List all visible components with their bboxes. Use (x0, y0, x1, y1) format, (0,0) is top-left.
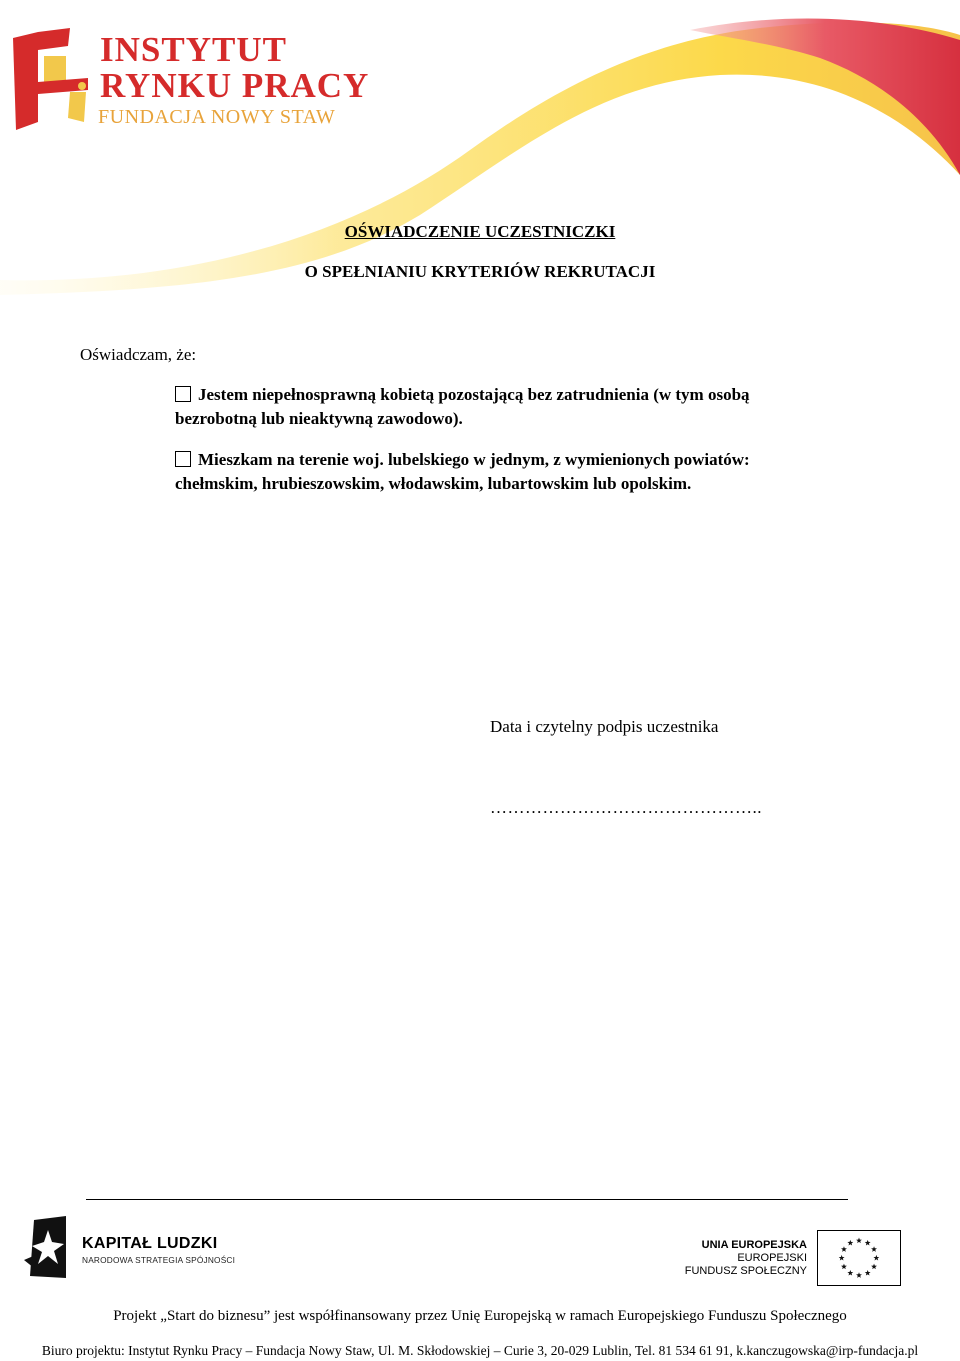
criterion-text-1: Jestem niepełnosprawną kobietą pozostającą bez zatrudnienia (w tym osobą bezrobotną lub nieaktywną zawodowo). (175, 385, 750, 428)
checkbox-icon[interactable] (175, 386, 191, 402)
eu-star-icon (865, 1270, 871, 1276)
eu-star-icon (871, 1246, 877, 1252)
eu-text-line3: FUNDUSZ SPOŁECZNY (684, 1265, 807, 1277)
project-office-address: Biuro projektu: Instytut Rynku Pracy – Fundacja Nowy Staw, Ul. M. Skłodowskiej – Curie 3, 20-029 Lublin, Tel. 81 534 61 91, k.kanczugowska@irp-fundacja.pl (41, 1343, 919, 1358)
eu-star-icon (839, 1255, 845, 1261)
eu-star-icon (871, 1264, 877, 1270)
institute-logo-icon (8, 26, 98, 130)
eu-star-icon (847, 1270, 853, 1276)
eu-star-icon (873, 1255, 879, 1261)
eu-text-line2: EUROPEJSKI (737, 1252, 807, 1264)
document-subtitle: O SPEŁNIANIU KRYTERIÓW REKRUTACJI (304, 262, 656, 281)
document-title (0, 222, 960, 242)
logo-text-instytut: INSTYTUT (100, 30, 287, 69)
eu-star-icon (856, 1238, 862, 1244)
logo-text-fundacja: FUNDACJA NOWY STAW (98, 106, 336, 128)
eu-flag-icon (817, 1230, 901, 1286)
logo-text-rynku-pracy: RYNKU PRACY (100, 66, 370, 105)
intro-text: Oświadczam, że: (80, 345, 197, 364)
eu-star-icon (865, 1240, 871, 1246)
eu-star-icon (841, 1264, 847, 1270)
eu-star-icon (847, 1240, 853, 1246)
signature-label: Data i czytelny podpis uczestnika (490, 717, 719, 736)
eu-star-icon (841, 1246, 847, 1252)
kapital-ludzki-subtitle: NARODOWA STRATEGIA SPÓJNOŚCI (82, 1255, 236, 1265)
footer-divider (86, 1199, 848, 1200)
checkbox-icon[interactable] (175, 451, 191, 467)
eu-star-icon (856, 1272, 862, 1278)
project-funding-note: Projekt „Start do biznesu” jest współfinansowany przez Unię Europejską w ramach Europejskiego Funduszu Społecznego (113, 1308, 847, 1324)
document-title-line1: OŚWIADCZENIE UCZESTNICZKI (344, 222, 616, 241)
criterion-item-1 (175, 383, 815, 431)
signature-line: ……………………………………….. (490, 798, 762, 817)
kapital-ludzki-star-icon (24, 1216, 68, 1278)
kapital-ludzki-title: KAPITAŁ LUDZKI (82, 1235, 218, 1252)
criterion-text-2: Mieszkam na terenie woj. lubelskiego w jednym, z wymienionych powiatów: chełmskim, hrubieszowskim, włodawskim, lubartowskim lub opolskim. (175, 450, 750, 493)
criterion-item-2 (175, 448, 815, 496)
eu-text-line1: UNIA EUROPEJSKA (701, 1239, 807, 1251)
